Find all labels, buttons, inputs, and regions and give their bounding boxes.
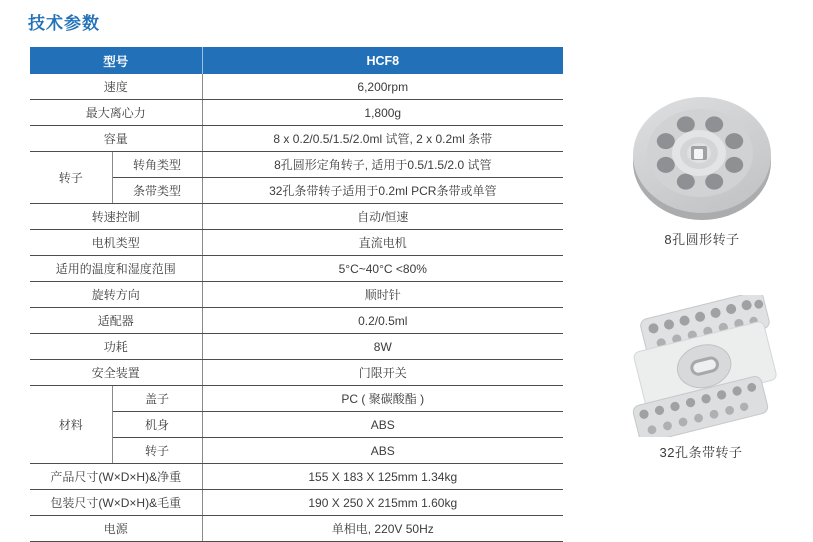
spec-value-cell: 8孔圆形定角转子, 适用于0.5/1.5/2.0 试管 xyxy=(202,152,563,178)
spec-value-cell: 6,200rpm xyxy=(202,74,563,100)
spec-label-cell: 安全装置 xyxy=(30,360,202,386)
spec-label-cell: 适配器 xyxy=(30,308,202,334)
spec-value-cell: 顺时针 xyxy=(202,282,563,308)
spec-sub-cell: 盖子 xyxy=(112,386,202,412)
spec-value-cell: 直流电机 xyxy=(202,230,563,256)
spec-sub-cell: 转角类型 xyxy=(112,152,202,178)
spec-label-cell: 容量 xyxy=(30,126,202,152)
spec-label-cell: 转速控制 xyxy=(30,204,202,230)
spec-row xyxy=(30,256,563,282)
spec-row xyxy=(30,152,563,178)
spec-value-cell: PC ( 聚碳酸酯 ) xyxy=(202,386,563,412)
spec-header-row xyxy=(30,47,563,74)
spec-label-cell: 包装尺寸(W×D×H)&毛重 xyxy=(30,490,202,516)
spec-row xyxy=(30,230,563,256)
strip-rotor-caption: 32孔条带转子 xyxy=(659,445,743,460)
spec-value-cell: ABS xyxy=(202,412,563,438)
spec-row xyxy=(30,464,563,490)
spec-value-cell: 8 x 0.2/0.5/1.5/2.0ml 试管, 2 x 0.2ml 条带 xyxy=(202,126,563,152)
spec-group-cell: 转子 xyxy=(30,152,112,204)
spec-value-cell: 5°C~40°C <80% xyxy=(202,256,563,282)
spec-row xyxy=(30,126,563,152)
spec-value-cell: 32孔条带转子适用于0.2ml PCR条带或单管 xyxy=(202,178,563,204)
spec-row xyxy=(30,204,563,230)
spec-label-cell: 旋转方向 xyxy=(30,282,202,308)
spec-value-cell: ABS xyxy=(202,438,563,464)
spec-table xyxy=(30,47,563,542)
spec-label-cell: 速度 xyxy=(30,74,202,100)
spec-label-cell: 电源 xyxy=(30,516,202,542)
spec-header-value: HCF8 xyxy=(202,47,563,74)
spec-label-cell: 最大离心力 xyxy=(30,100,202,126)
spec-value-cell: 0.2/0.5ml xyxy=(202,308,563,334)
spec-sub-cell: 机身 xyxy=(112,412,202,438)
page-title: 技术参数 xyxy=(28,14,100,33)
spec-row xyxy=(30,100,563,126)
spec-row xyxy=(30,334,563,360)
round-rotor-caption: 8孔圆形转子 xyxy=(664,232,740,247)
spec-value-cell: 8W xyxy=(202,334,563,360)
spec-value-cell: 155 X 183 X 125mm 1.34kg xyxy=(202,464,563,490)
spec-label-cell: 产品尺寸(W×D×H)&净重 xyxy=(30,464,202,490)
spec-row xyxy=(30,308,563,334)
spec-value-cell: 190 X 250 X 215mm 1.60kg xyxy=(202,490,563,516)
spec-label-cell: 适用的温度和湿度范围 xyxy=(30,256,202,282)
spec-label-cell: 功耗 xyxy=(30,334,202,360)
spec-sub-cell: 条带类型 xyxy=(112,178,202,204)
spec-value-cell: 门限开关 xyxy=(202,360,563,386)
spec-value-cell: 1,800g xyxy=(202,100,563,126)
spec-sub-cell: 转子 xyxy=(112,438,202,464)
strip-rotor-image xyxy=(612,295,790,437)
spec-header-label: 型号 xyxy=(30,47,202,74)
strip-rotor-figure xyxy=(612,295,790,461)
spec-row xyxy=(30,360,563,386)
spec-label-cell: 电机类型 xyxy=(30,230,202,256)
spec-row xyxy=(30,282,563,308)
round-rotor-image xyxy=(627,92,777,224)
spec-row xyxy=(30,386,563,412)
spec-group-cell: 材料 xyxy=(30,386,112,464)
spec-row xyxy=(30,490,563,516)
spec-value-cell: 自动/恒速 xyxy=(202,204,563,230)
spec-value-cell: 单相电, 220V 50Hz xyxy=(202,516,563,542)
spec-row xyxy=(30,516,563,542)
spec-row xyxy=(30,74,563,100)
round-rotor-figure xyxy=(622,92,782,248)
